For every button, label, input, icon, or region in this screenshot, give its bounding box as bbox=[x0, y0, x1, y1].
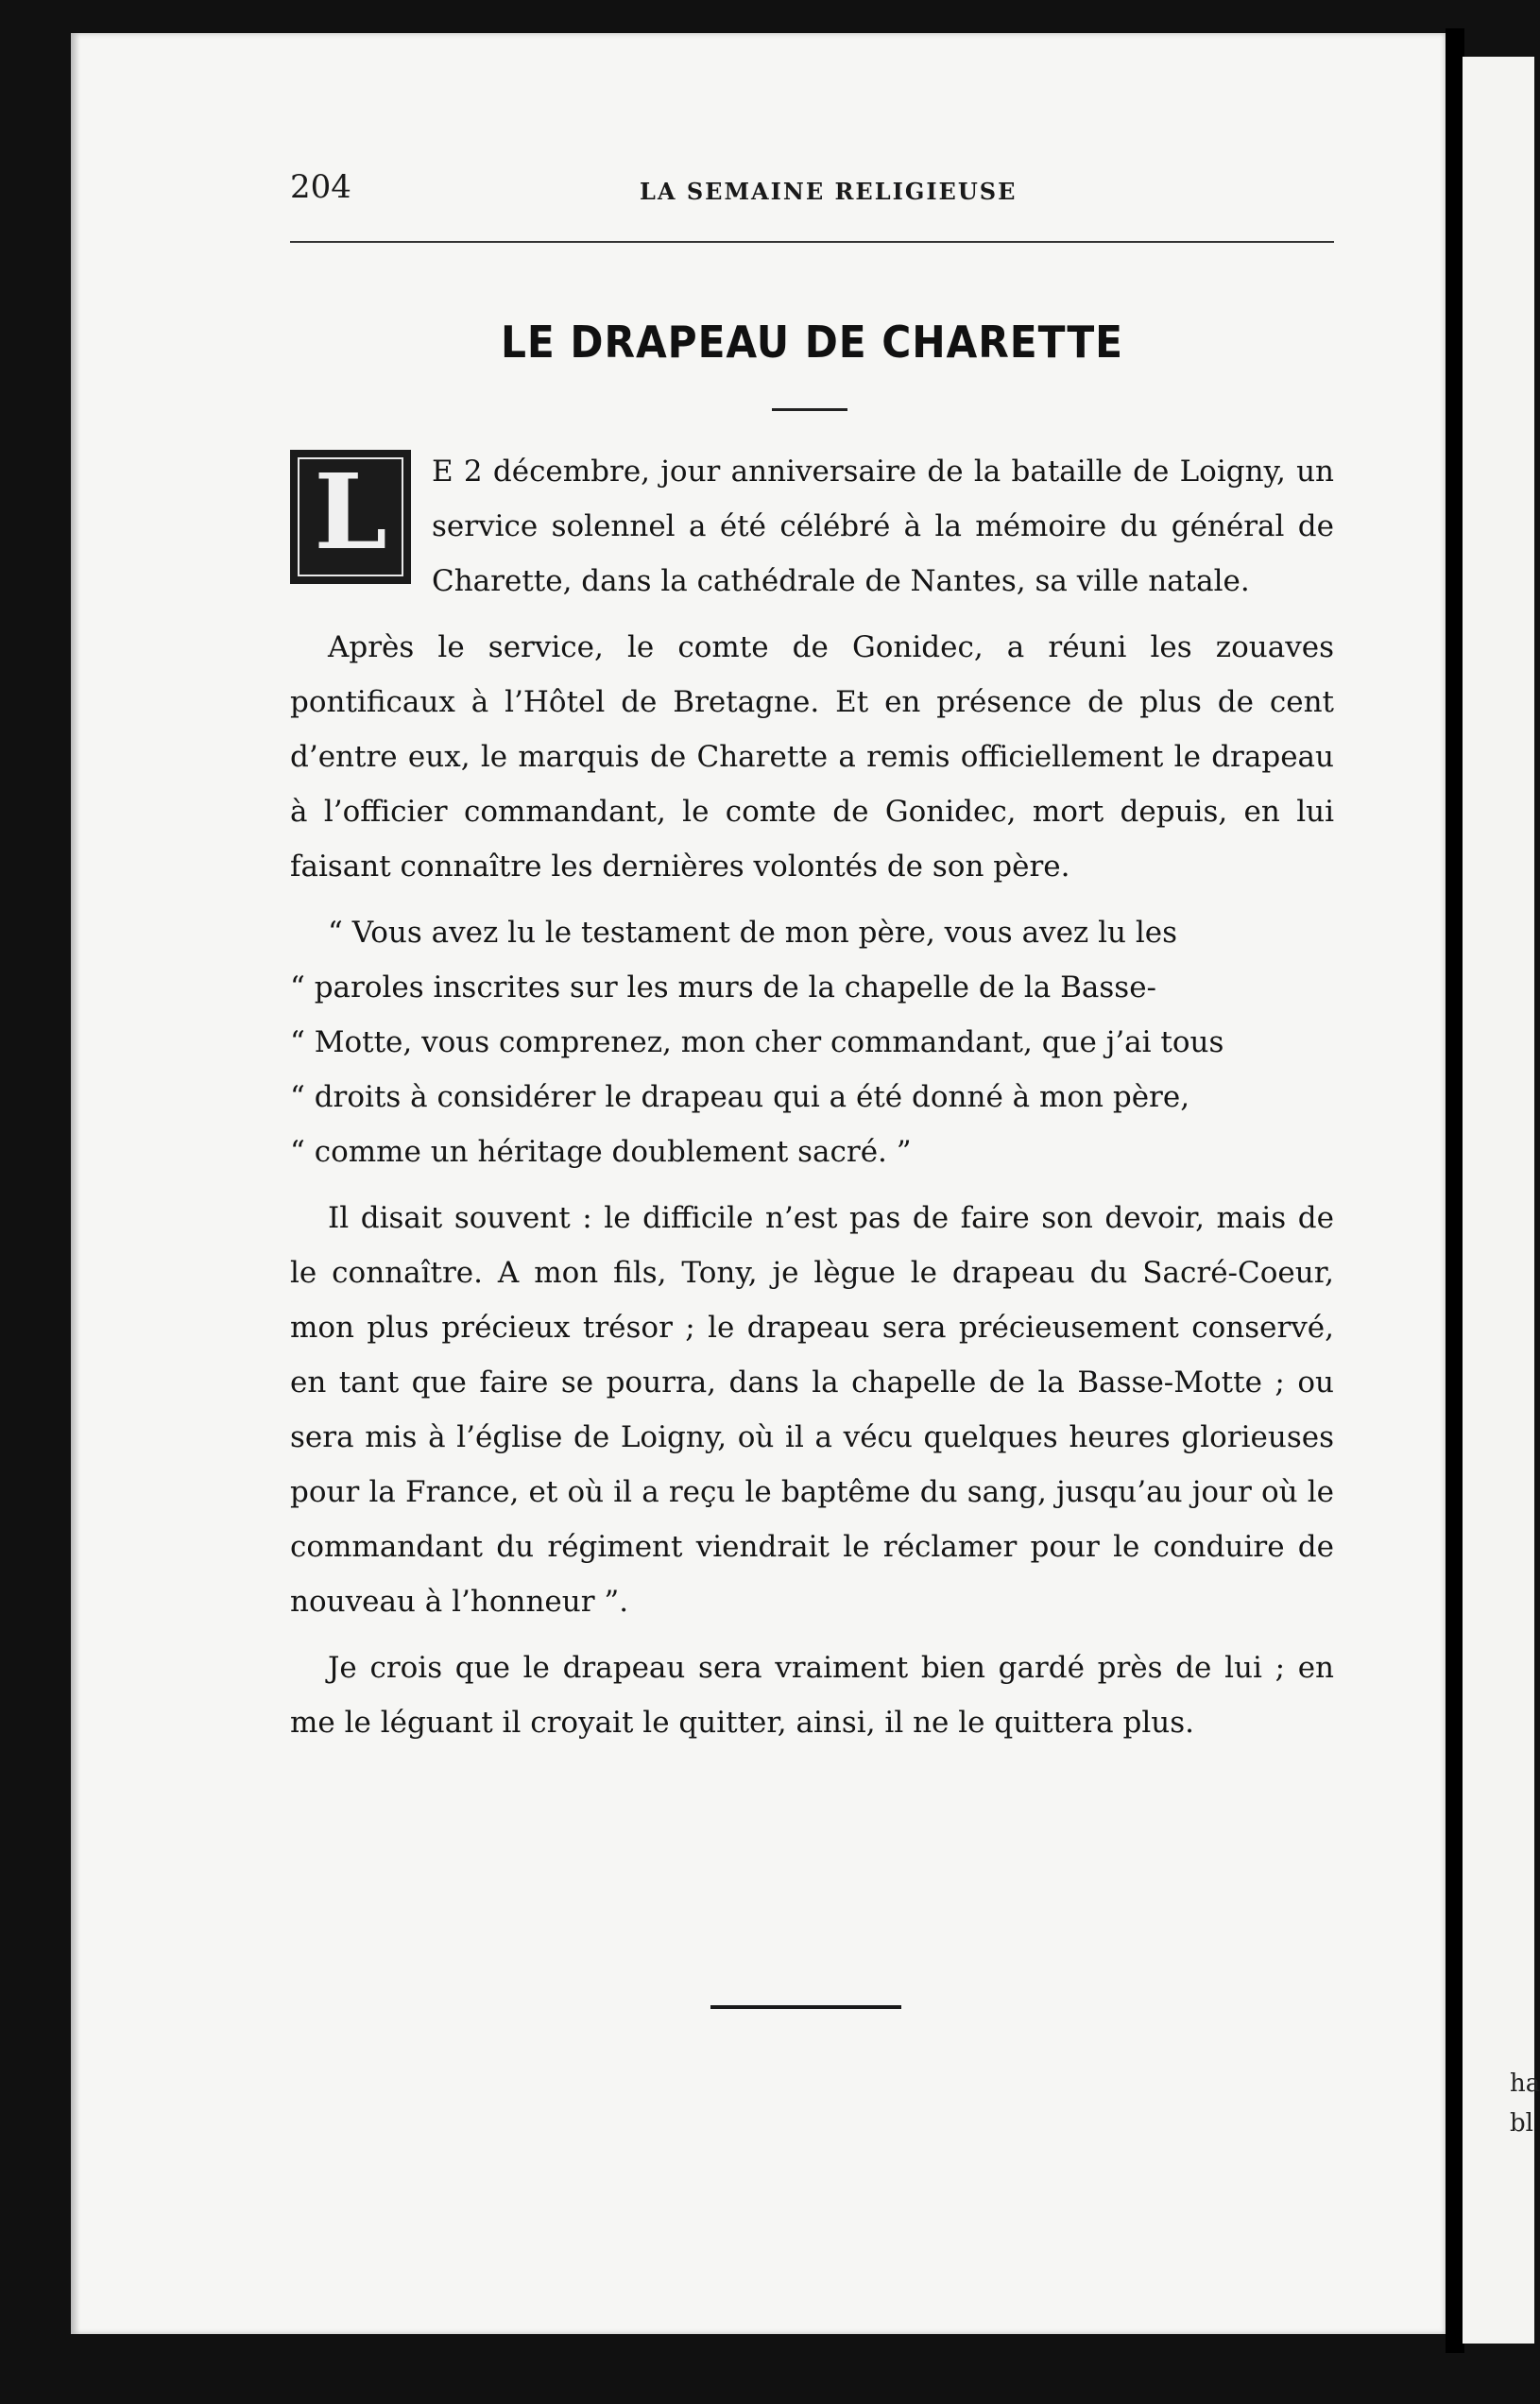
neighbor-text-fragment: ha bbox=[1510, 2069, 1540, 2098]
end-rule bbox=[710, 2005, 901, 2009]
header-rule bbox=[290, 241, 1334, 243]
neighbor-text-fragment: bl bbox=[1510, 2109, 1533, 2138]
page-edge-shadow bbox=[71, 33, 80, 2334]
quote-line: “ droits à considérer le drapeau qui a été donné à mon père, bbox=[290, 1080, 1190, 1114]
paragraph-4: Je crois que le drapeau sera vraiment bien gardé près de lui ; en me le léguant il croyait le quitter, ainsi, il ne le quittera plus. bbox=[290, 1651, 1334, 1740]
paragraph-1 bbox=[290, 444, 1334, 609]
quote-line: “ comme un héritage doublement sacré. ” bbox=[290, 1135, 912, 1169]
article-title: LE DRAPEAU DE CHARETTE bbox=[501, 317, 1123, 368]
quote-line: “ Vous avez lu le testament de mon père, vous avez lu les bbox=[328, 916, 1177, 950]
running-header bbox=[290, 168, 1334, 225]
neighbor-page bbox=[1463, 57, 1534, 2344]
article-body bbox=[290, 444, 1334, 1750]
quote-line: “ Motte, vous comprenez, mon cher commandant, que j’ai tous bbox=[290, 1025, 1224, 1059]
drop-cap bbox=[290, 450, 411, 584]
quotation bbox=[290, 905, 1334, 1179]
quote-line: “ paroles inscrites sur les murs de la chapelle de la Basse- bbox=[290, 970, 1157, 1005]
page-number: 204 bbox=[290, 168, 351, 206]
title-rule bbox=[772, 408, 847, 411]
paragraph-1-text: E 2 décembre, jour anniversaire de la bataille de Loigny, un service solennel a été célébré à la mémoire du général de Charette, dans la cathédrale de Nantes, sa ville natale. bbox=[432, 455, 1334, 598]
paragraph-2: Après le service, le comte de Gonidec, a réuni les zouaves pontificaux à l’Hôtel de Bretagne. Et en présence de plus de cent d’entre eux, le marquis de Charette a remis officiellement le drapeau à l’officier commandant, le comte de Gonidec, mort depuis, en lui faisant connaître les dernières volontés de son père. bbox=[290, 630, 1334, 884]
drop-cap-letter: L bbox=[314, 451, 387, 573]
paragraph-3: Il disait souvent : le difficile n’est pas de faire son devoir, mais de le connaître. A mon fils, Tony, je lègue le drapeau du Sacré-Coeur, mon plus précieux trésor ; le drapeau sera précieusement conservé, en tant que faire se pourra, dans la chapelle de la Basse-Motte ; ou sera mis à l’église de Loigny, où il a vécu quelques heures glorieuses pour la France, et où il a reçu le baptême du sang, jusqu’au jour où le commandant du régiment viendrait le réclamer pour le conduire de nouveau à l’honneur ”. bbox=[290, 1201, 1334, 1619]
page-gutter bbox=[1446, 28, 1464, 2353]
running-title: LA SEMAINE RELIGIEUSE bbox=[640, 178, 1018, 205]
